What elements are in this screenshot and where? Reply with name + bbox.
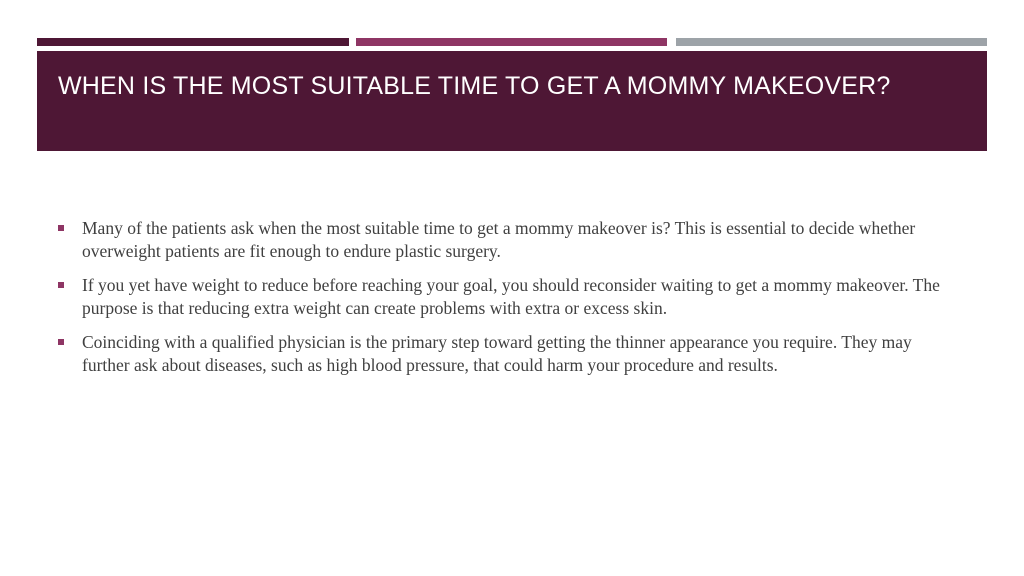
square-bullet-icon — [58, 282, 64, 288]
accent-stripe-dark — [37, 38, 349, 46]
bullet-item — [58, 331, 958, 377]
title-banner — [37, 51, 987, 151]
bullet-text: Coinciding with a qualified physician is the primary step toward getting the thinner appearance you require. They may further ask about diseases, such as high blood pressure, that could harm your procedure and results. — [82, 332, 912, 375]
square-bullet-icon — [58, 339, 64, 345]
bullet-item — [58, 274, 958, 320]
bullet-text: If you yet have weight to reduce before reaching your goal, you should reconsider waiting to get a mommy makeover. The purpose is that reducing extra weight can create problems with extra or excess skin. — [82, 275, 940, 318]
bullet-text: Many of the patients ask when the most suitable time to get a mommy makeover is? This is essential to decide whether overweight patients are fit enough to endure plastic surgery. — [82, 218, 916, 261]
square-bullet-icon — [58, 225, 64, 231]
bullet-list — [58, 217, 958, 388]
slide-title: WHEN IS THE MOST SUITABLE TIME TO GET A MOMMY MAKEOVER? — [58, 72, 891, 100]
bullet-item — [58, 217, 958, 263]
accent-stripe-mid — [356, 38, 667, 46]
accent-stripe-gray — [676, 38, 987, 46]
